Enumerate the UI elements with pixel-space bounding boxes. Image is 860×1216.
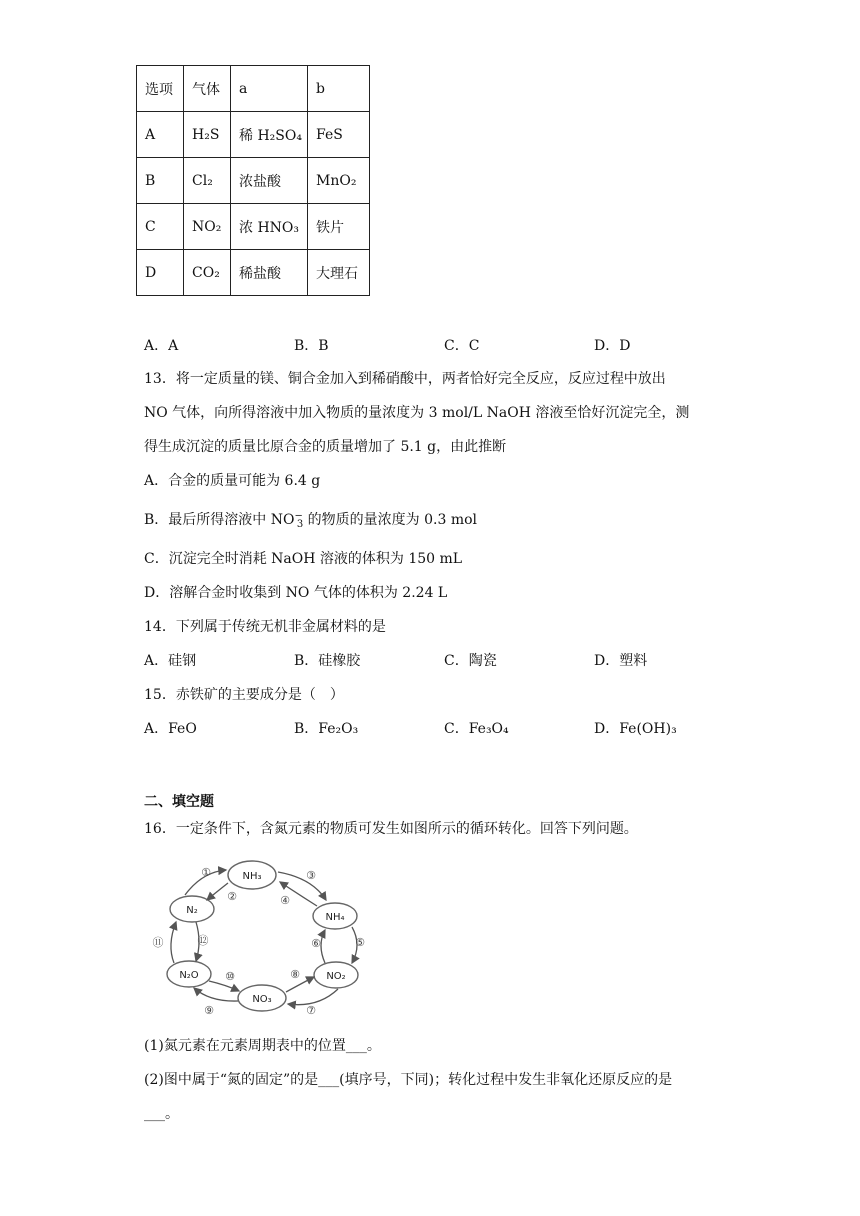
step-label-3: ③ bbox=[306, 869, 316, 882]
step-label-11: ⑪ bbox=[152, 936, 164, 949]
q16-sub2-line2: ___。 bbox=[144, 1106, 179, 1122]
q15-stem: 15．赤铁矿的主要成分是（ ） bbox=[144, 687, 344, 703]
ion-subscript: 3 bbox=[296, 519, 304, 530]
q13-stem-line1: 13．将一定质量的镁、铜合金加入到稀硝酸中，两者恰好完全反应，反应过程中放出 bbox=[144, 371, 666, 387]
q15-option-d: D．Fe(OH)₃ bbox=[594, 721, 677, 737]
table-row bbox=[137, 204, 370, 250]
table-row bbox=[137, 158, 370, 204]
ion-charge: − bbox=[294, 510, 303, 522]
table-row bbox=[137, 112, 370, 158]
q15-option-b: B．Fe₂O₃ bbox=[294, 721, 359, 737]
q13-stem-line3: 得生成沉淀的质量比原合金的质量增加了 5.1 g，由此推断 bbox=[144, 439, 507, 455]
section-title: 二、填空题 bbox=[144, 794, 214, 810]
q15-option-a: A．FeO bbox=[144, 721, 197, 737]
table-cell: Cl₂ bbox=[184, 158, 231, 204]
table-cell: D bbox=[137, 250, 184, 296]
q16-sub1: (1)氮元素在元素周期表中的位置___。 bbox=[144, 1038, 381, 1054]
table-cell: 铁片 bbox=[308, 204, 370, 250]
table-row bbox=[137, 250, 370, 296]
step-label-7: ⑦ bbox=[306, 1004, 316, 1017]
table-cell: 大理石 bbox=[308, 250, 370, 296]
step-label-9: ⑨ bbox=[204, 1004, 214, 1017]
step-label-10: ⑩ bbox=[225, 970, 235, 983]
step-label-4: ④ bbox=[280, 894, 290, 907]
table-cell: FeS bbox=[308, 112, 370, 158]
q14-option-a: A．硅钢 bbox=[144, 653, 197, 669]
nitrogen-cycle-diagram bbox=[140, 850, 380, 1020]
step-label-1: ① bbox=[201, 866, 211, 879]
step-label-5: ⑤ bbox=[355, 936, 365, 949]
q14-option-c: C．陶瓷 bbox=[444, 653, 497, 669]
table-header-cell: a bbox=[231, 66, 308, 112]
table-cell: A bbox=[137, 112, 184, 158]
step-label-12: ⑫ bbox=[197, 934, 209, 947]
q12-option-c: C．C bbox=[444, 338, 480, 354]
table-cell: NO₂ bbox=[184, 204, 231, 250]
q14-option-b: B．硅橡胶 bbox=[294, 653, 361, 669]
q12-option-b: B．B bbox=[294, 338, 329, 354]
q16-sub2-line1: (2)图中属于“氮的固定”的是___(填序号，下同)；转化过程中发生非氧化还原反应的是 bbox=[144, 1072, 673, 1088]
q13-option-b-pre: B．最后所得溶液中 NO bbox=[144, 512, 295, 528]
node-label-n2: N₂ bbox=[186, 905, 198, 916]
table-cell: 稀 H₂SO₄ bbox=[231, 112, 308, 158]
table-header-cell: b bbox=[308, 66, 370, 112]
node-label-no3: NO₃ bbox=[252, 994, 272, 1005]
node-label-nh3: NH₃ bbox=[242, 871, 262, 882]
table-cell: C bbox=[137, 204, 184, 250]
table-cell: 浓盐酸 bbox=[231, 158, 308, 204]
options-table bbox=[136, 65, 370, 296]
q12-option-a: A．A bbox=[144, 338, 179, 354]
table-header-cell: 选项 bbox=[137, 66, 184, 112]
table-cell: 浓 HNO₃ bbox=[231, 204, 308, 250]
node-label-nh4: NH₄ bbox=[325, 912, 345, 923]
q13-option-d: D．溶解合金时收集到 NO 气体的体积为 2.24 L bbox=[144, 585, 448, 601]
q13-option-b bbox=[144, 510, 477, 530]
q13-stem-line2: NO 气体，向所得溶液中加入物质的量浓度为 3 mol/L NaOH 溶液至恰好沉淀完全，测 bbox=[144, 405, 690, 421]
q15-option-c: C．Fe₃O₄ bbox=[444, 721, 509, 737]
table-header-cell: 气体 bbox=[184, 66, 231, 112]
node-label-n2o: N₂O bbox=[179, 970, 199, 981]
q12-option-d: D．D bbox=[594, 338, 631, 354]
node-label-no2: NO₂ bbox=[326, 971, 346, 982]
table-cell: MnO₂ bbox=[308, 158, 370, 204]
q13-option-a: A．合金的质量可能为 6.4 g bbox=[144, 473, 321, 489]
table-cell: 稀盐酸 bbox=[231, 250, 308, 296]
step-label-6: ⑥ bbox=[311, 937, 321, 950]
table-header-row bbox=[137, 66, 370, 112]
table-cell: B bbox=[137, 158, 184, 204]
q14-option-d: D．塑料 bbox=[594, 653, 648, 669]
table-cell: H₂S bbox=[184, 112, 231, 158]
q14-stem: 14．下列属于传统无机非金属材料的是 bbox=[144, 619, 386, 635]
step-label-2: ② bbox=[227, 890, 237, 903]
q13-option-b-post: 的物质的量浓度为 0.3 mol bbox=[303, 512, 478, 528]
table-cell: CO₂ bbox=[184, 250, 231, 296]
q13-option-c: C．沉淀完全时消耗 NaOH 溶液的体积为 150 mL bbox=[144, 551, 463, 567]
step-label-8: ⑧ bbox=[290, 968, 300, 981]
q16-stem: 16．一定条件下，含氮元素的物质可发生如图所示的循环转化。回答下列问题。 bbox=[144, 821, 638, 837]
